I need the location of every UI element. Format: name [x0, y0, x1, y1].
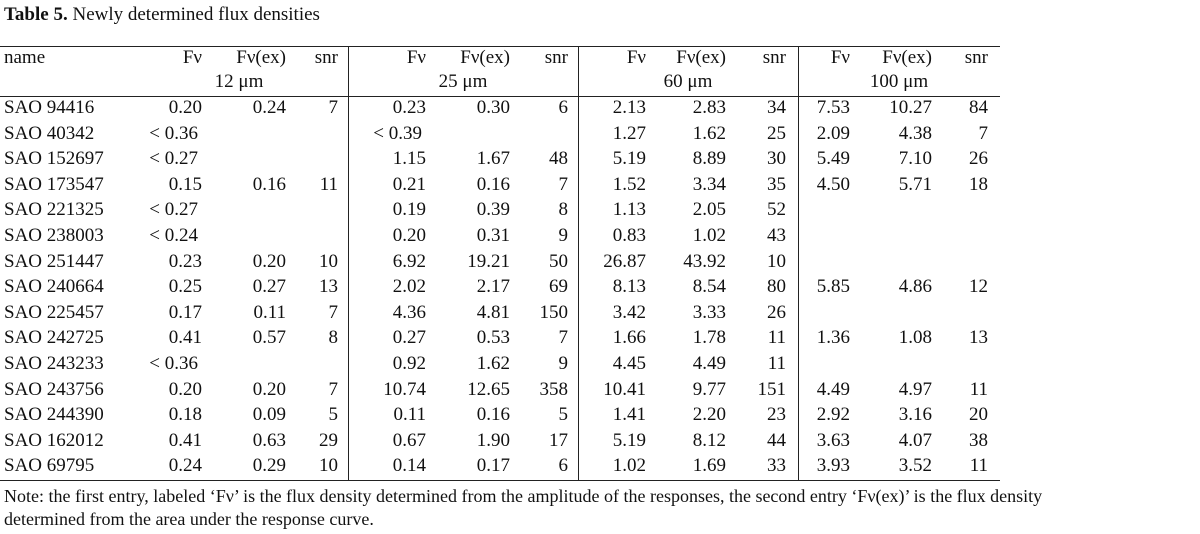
table-cell: 9.77	[692, 378, 726, 400]
table-cell: 8.12	[692, 429, 726, 451]
table-cell: 0.57	[252, 327, 286, 349]
table-cell: 4.49	[816, 378, 850, 400]
table-cell: 0.11	[393, 404, 426, 426]
header-fv-ex: Fν(ex)	[460, 47, 510, 68]
header-band-1: 25 μm	[438, 71, 488, 92]
table-cell: 358	[539, 378, 568, 400]
table-cell: 0.19	[392, 199, 426, 221]
table-cell: 0.20	[252, 378, 286, 400]
table-cell: 43	[767, 225, 786, 246]
table-cell: 0.11	[253, 301, 286, 323]
table-cell: 12	[969, 276, 988, 298]
row-name: SAO 221325	[4, 199, 104, 221]
table-cell: 26	[969, 148, 988, 170]
header-band-3: 100 μm	[869, 71, 929, 92]
table-cell: 12.65	[467, 378, 510, 400]
table-cell: 2.83	[692, 97, 726, 118]
table-cell: 0.18	[168, 404, 202, 426]
table-cell: 18	[969, 173, 988, 195]
table-cell: 44	[767, 429, 786, 451]
bottom-rule	[0, 480, 1000, 481]
table-cell: 2.92	[816, 404, 850, 426]
table-cell: 3.63	[816, 429, 850, 451]
table-cell: 0.39	[476, 199, 510, 221]
table-cell: 7	[558, 327, 568, 349]
table-cell: 1.69	[692, 455, 726, 477]
row-name: SAO 94416	[4, 97, 95, 118]
table-cell: < 0.36	[149, 353, 198, 374]
row-name: SAO 251447	[4, 250, 104, 272]
table-cell: < 0.27	[149, 148, 198, 170]
table-cell: 9	[558, 225, 568, 246]
header-band-0: 12 μm	[214, 71, 264, 92]
table-cell: 0.53	[476, 327, 510, 349]
table-cell: 1.78	[692, 327, 726, 349]
table-cell: 1.41	[612, 404, 646, 426]
table-cell: 0.63	[252, 429, 286, 451]
table-cell: 8	[328, 327, 338, 349]
table-cell: 6.92	[392, 250, 426, 272]
table-cell: 2.09	[816, 122, 850, 144]
table-cell: 20	[969, 404, 988, 426]
table-cell: 1.02	[612, 455, 646, 477]
header-fv: Fν	[406, 47, 426, 68]
table-cell: 11	[767, 327, 786, 349]
table-cell: 11	[969, 455, 988, 477]
note-line-1: Note: the first entry, labeled ‘Fν’ is the flux density determined from the amplitude of the responses, the second entry ‘Fν(ex)’ is the flux density	[4, 486, 1043, 506]
table-cell: 2.17	[476, 276, 510, 298]
row-name: SAO 243756	[4, 378, 104, 400]
header-band-2: 60 μm	[663, 71, 713, 92]
header-name: name	[4, 47, 46, 68]
table-label: Table 5.	[4, 4, 68, 25]
table-cell: 13	[319, 276, 338, 298]
table-cell: 0.23	[168, 250, 202, 272]
table-cell: 35	[767, 173, 786, 195]
table-cell: 0.17	[168, 301, 202, 323]
table-cell: 48	[549, 148, 568, 170]
table-cell: 13	[969, 327, 988, 349]
row-name: SAO 173547	[4, 173, 104, 195]
table-cell: 1.62	[476, 353, 510, 374]
table-cell: 30	[767, 148, 786, 170]
table-cell: 0.09	[252, 404, 286, 426]
table-cell: 43.92	[683, 250, 726, 272]
table-caption	[4, 4, 320, 26]
header-snr: snr	[964, 47, 988, 68]
table-cell: 7.53	[816, 97, 850, 118]
table-cell: 26.87	[603, 250, 646, 272]
header-fv-ex: Fν(ex)	[676, 47, 726, 68]
row-name: SAO 243233	[4, 353, 104, 374]
table-cell: 151	[757, 378, 786, 400]
table-cell: 2.05	[692, 199, 726, 221]
table-cell: 0.31	[476, 225, 510, 246]
table-cell: 0.29	[252, 455, 286, 477]
table-note	[4, 485, 1200, 531]
header-snr: snr	[314, 47, 338, 68]
table-cell: 4.07	[898, 429, 932, 451]
table-cell: 5	[558, 404, 568, 426]
table-cell: 4.86	[898, 276, 932, 298]
table-cell: 4.38	[898, 122, 932, 144]
table-cell: 7	[328, 97, 338, 118]
table-cell: 10	[767, 250, 786, 272]
table-cell: 2.13	[612, 97, 646, 118]
table-cell: 0.15	[168, 173, 202, 195]
table-cell: 17	[549, 429, 568, 451]
table-cell: 0.24	[252, 97, 286, 118]
table-cell: 2.20	[692, 404, 726, 426]
table-cell: 5	[328, 404, 338, 426]
table-cell: 5.49	[816, 148, 850, 170]
table-cell: 5.19	[612, 429, 646, 451]
note-line-2: determined from the area under the response curve.	[4, 509, 374, 529]
table-cell: 5.85	[816, 276, 850, 298]
table-cell: 3.42	[612, 301, 646, 323]
table-cell: 7.10	[898, 148, 932, 170]
table-cell: 29	[319, 429, 338, 451]
table-cell: 0.20	[392, 225, 426, 246]
row-name: SAO 240664	[4, 276, 104, 298]
table-cell: 1.90	[476, 429, 510, 451]
table-cell: 3.52	[898, 455, 932, 477]
table-cell: 0.20	[252, 250, 286, 272]
table-cell: 5.19	[612, 148, 646, 170]
table-cell: 8	[558, 199, 568, 221]
table-cell: 0.16	[252, 173, 286, 195]
table-cell: 1.13	[612, 199, 646, 221]
table-cell: 0.16	[476, 404, 510, 426]
table-cell: 1.15	[392, 148, 426, 170]
table-cell: 1.62	[692, 122, 726, 144]
table-cell: 0.20	[168, 97, 202, 118]
table-cell: 1.08	[898, 327, 932, 349]
table-cell: 0.25	[168, 276, 202, 298]
table-title: Newly determined flux densities	[67, 4, 320, 25]
table-cell: 0.20	[168, 378, 202, 400]
header-fv-ex: Fν(ex)	[236, 47, 286, 68]
table-cell: 25	[767, 122, 786, 144]
table-cell: 4.50	[816, 173, 850, 195]
table-cell: 0.67	[392, 429, 426, 451]
table-cell: < 0.27	[149, 199, 198, 221]
table-cell: 0.14	[392, 455, 426, 477]
table-cell: 10	[319, 455, 338, 477]
table-cell: 10.27	[889, 97, 932, 118]
table-cell: 6	[558, 97, 568, 118]
header-fv: Fν	[182, 47, 202, 68]
table-cell: 8.13	[612, 276, 646, 298]
row-name: SAO 152697	[4, 148, 104, 170]
table-cell: 0.24	[168, 455, 202, 477]
header-fv-ex: Fν(ex)	[882, 47, 932, 68]
table-cell: < 0.39	[373, 122, 422, 144]
table-cell: 7	[558, 173, 568, 195]
table-cell: 3.33	[692, 301, 726, 323]
table-cell: 0.92	[392, 353, 426, 374]
table-cell: 10.41	[603, 378, 646, 400]
table-cell: 150	[539, 301, 568, 323]
table-cell: 8.54	[692, 276, 726, 298]
table-cell: 1.52	[612, 173, 646, 195]
table-cell: 7	[978, 122, 988, 144]
table-cell: 52	[767, 199, 786, 221]
header-fv: Fν	[830, 47, 850, 68]
table-cell: 11	[319, 173, 338, 195]
table-cell: < 0.24	[149, 225, 198, 246]
table-cell: 3.93	[816, 455, 850, 477]
table-cell: 0.41	[168, 327, 202, 349]
row-name: SAO 162012	[4, 429, 104, 451]
table-cell: 4.81	[476, 301, 510, 323]
row-name: SAO 238003	[4, 225, 104, 246]
table-cell: 0.41	[168, 429, 202, 451]
table-cell: 4.97	[898, 378, 932, 400]
table-cell: 0.30	[476, 97, 510, 118]
table-cell: 3.34	[692, 173, 726, 195]
table-cell: 0.16	[476, 173, 510, 195]
table-cell: 0.83	[612, 225, 646, 246]
row-name: SAO 242725	[4, 327, 104, 349]
row-name: SAO 69795	[4, 455, 95, 477]
table-cell: 23	[767, 404, 786, 426]
table-cell: 4.36	[392, 301, 426, 323]
table-cell: 7	[328, 301, 338, 323]
header-fv: Fν	[626, 47, 646, 68]
table-cell: 0.21	[392, 173, 426, 195]
table-cell: 4.45	[612, 353, 646, 374]
table-cell: < 0.36	[149, 122, 198, 144]
table-cell: 1.36	[816, 327, 850, 349]
table-cell: 69	[549, 276, 568, 298]
table-cell: 2.02	[392, 276, 426, 298]
row-name: SAO 40342	[4, 122, 95, 144]
table-cell: 26	[767, 301, 786, 323]
table-cell: 7	[328, 378, 338, 400]
table-cell: 10.74	[383, 378, 426, 400]
table-cell: 11	[969, 378, 988, 400]
table-cell: 1.02	[692, 225, 726, 246]
table-cell: 1.67	[476, 148, 510, 170]
header-snr: snr	[544, 47, 568, 68]
table-cell: 33	[767, 455, 786, 477]
table-cell: 84	[969, 97, 988, 118]
table-cell: 0.23	[392, 97, 426, 118]
table-cell: 4.49	[692, 353, 726, 374]
table-cell: 1.66	[612, 327, 646, 349]
header-snr: snr	[762, 47, 786, 68]
table-cell: 38	[969, 429, 988, 451]
table-cell: 11	[767, 353, 786, 374]
table-cell: 34	[767, 97, 786, 118]
table-cell: 0.27	[392, 327, 426, 349]
table-cell: 3.16	[898, 404, 932, 426]
table-cell: 10	[319, 250, 338, 272]
table-cell: 0.27	[252, 276, 286, 298]
table-cell: 5.71	[898, 173, 932, 195]
table-cell: 6	[558, 455, 568, 477]
table-cell: 50	[549, 250, 568, 272]
table-cell: 80	[767, 276, 786, 298]
table-cell: 9	[558, 353, 568, 374]
row-name: SAO 244390	[4, 404, 104, 426]
table-cell: 8.89	[692, 148, 726, 170]
table-cell: 19.21	[467, 250, 510, 272]
table-cell: 1.27	[612, 122, 646, 144]
table-cell: 0.17	[476, 455, 510, 477]
row-name: SAO 225457	[4, 301, 104, 323]
